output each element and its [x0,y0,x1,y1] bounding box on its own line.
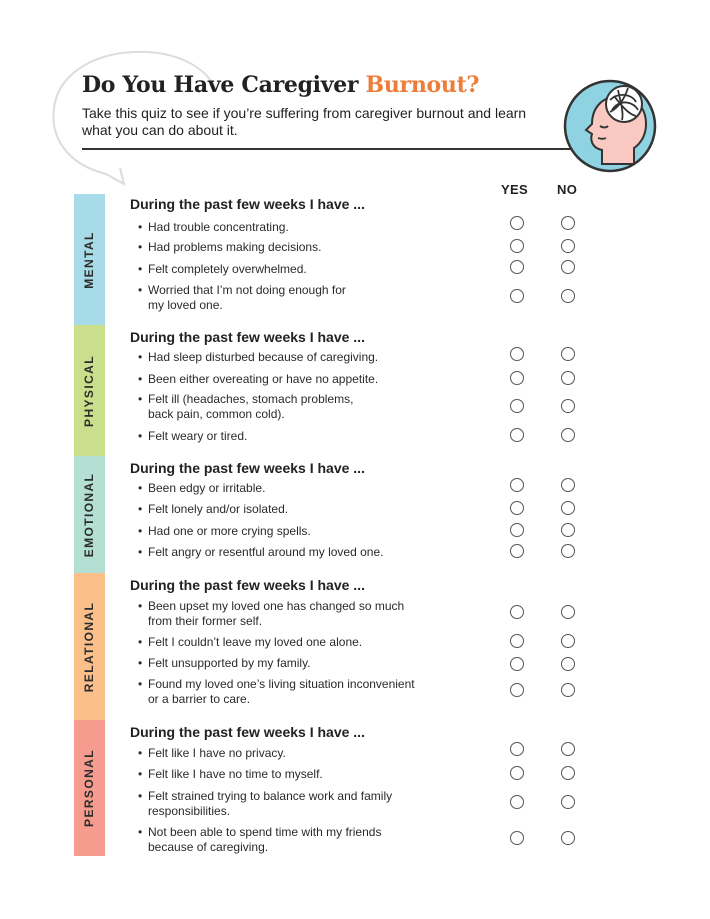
section-band [74,194,105,325]
yes-radio[interactable] [510,683,524,697]
yes-radio[interactable] [510,766,524,780]
no-radio[interactable] [561,523,575,537]
page-subtitle: Take this quiz to see if you’re suffering from caregiver burnout and learn what you can do about it. [82,105,527,138]
section-label: PERSONAL [82,749,96,827]
section-label: PHYSICAL [82,354,96,427]
question-item: • Been upset my loved one has changed so much from their former self. [138,599,405,628]
section-heading: During the past few weeks I have ... [130,329,365,345]
section-heading: During the past few weeks I have ... [130,724,365,740]
no-radio[interactable] [561,239,575,253]
section-relational [74,573,634,720]
yes-radio[interactable] [510,742,524,756]
question-item: • Felt completely overwhelmed. [138,262,307,276]
no-radio[interactable] [561,742,575,756]
question-item: • Been edgy or irritable. [138,481,266,495]
no-radio[interactable] [561,289,575,303]
yes-radio[interactable] [510,371,524,385]
question-item: • Found my loved one’s living situation inconvenient or a barrier to care. [138,677,415,706]
column-header-yes: YES [501,182,528,197]
section-band [74,720,105,856]
yes-radio[interactable] [510,605,524,619]
question-item: • Had one or more crying spells. [138,524,311,538]
no-radio[interactable] [561,216,575,230]
no-radio[interactable] [561,657,575,671]
question-item: • Worried that I’m not doing enough for my loved one. [138,283,346,312]
section-heading: During the past few weeks I have ... [130,460,365,476]
question-item: • Had sleep disturbed because of caregiving. [138,350,379,364]
no-radio[interactable] [561,478,575,492]
no-radio[interactable] [561,428,575,442]
question-item: • Had problems making decisions. [138,240,322,254]
section-heading: During the past few weeks I have ... [130,577,365,593]
yes-radio[interactable] [510,657,524,671]
yes-radio[interactable] [510,831,524,845]
section-band [74,456,105,573]
section-band [74,325,105,456]
page-title [82,72,479,98]
no-radio[interactable] [561,399,575,413]
yes-radio[interactable] [510,501,524,515]
question-item: • Felt like I have no time to myself. [138,767,323,781]
yes-radio[interactable] [510,289,524,303]
header-divider [82,148,572,150]
section-physical [74,325,634,456]
question-item: • Not been able to spend time with my friends because of caregiving. [138,825,382,854]
section-heading: During the past few weeks I have ... [130,196,365,212]
column-header-no: NO [557,182,578,197]
no-radio[interactable] [561,634,575,648]
question-item: • Felt strained trying to balance work and family responsibilities. [138,789,393,818]
section-personal [74,720,634,856]
no-radio[interactable] [561,766,575,780]
stressed-head-icon [562,78,658,174]
title-main: Do You Have Caregiver [82,72,366,98]
yes-radio[interactable] [510,399,524,413]
question-item: • Felt lonely and/or isolated. [138,502,289,516]
no-radio[interactable] [561,831,575,845]
question-item: • Been either overeating or have no appetite. [138,372,379,386]
yes-radio[interactable] [510,216,524,230]
yes-radio[interactable] [510,795,524,809]
question-item: • Felt weary or tired. [138,429,248,443]
question-item: • Felt I couldn’t leave my loved one alone. [138,635,363,649]
question-item: • Had trouble concentrating. [138,220,289,234]
question-item: • Felt ill (headaches, stomach problems, back pain, common cold). [138,392,354,421]
yes-radio[interactable] [510,428,524,442]
question-item: • Felt unsupported by my family. [138,656,311,670]
section-label: EMOTIONAL [82,472,96,557]
yes-radio[interactable] [510,478,524,492]
section-mental [74,194,634,325]
yes-radio[interactable] [510,239,524,253]
no-radio[interactable] [561,371,575,385]
yes-radio[interactable] [510,347,524,361]
section-label: RELATIONAL [82,601,96,692]
no-radio[interactable] [561,795,575,809]
no-radio[interactable] [561,683,575,697]
no-radio[interactable] [561,501,575,515]
section-band [74,573,105,720]
question-item: • Felt like I have no privacy. [138,746,286,760]
yes-radio[interactable] [510,523,524,537]
yes-radio[interactable] [510,260,524,274]
section-emotional [74,456,634,573]
yes-radio[interactable] [510,544,524,558]
no-radio[interactable] [561,347,575,361]
section-label: MENTAL [82,230,96,289]
title-accent: Burnout? [365,72,480,98]
no-radio[interactable] [561,544,575,558]
yes-radio[interactable] [510,634,524,648]
no-radio[interactable] [561,605,575,619]
no-radio[interactable] [561,260,575,274]
question-item: • Felt angry or resentful around my loved one. [138,545,384,559]
